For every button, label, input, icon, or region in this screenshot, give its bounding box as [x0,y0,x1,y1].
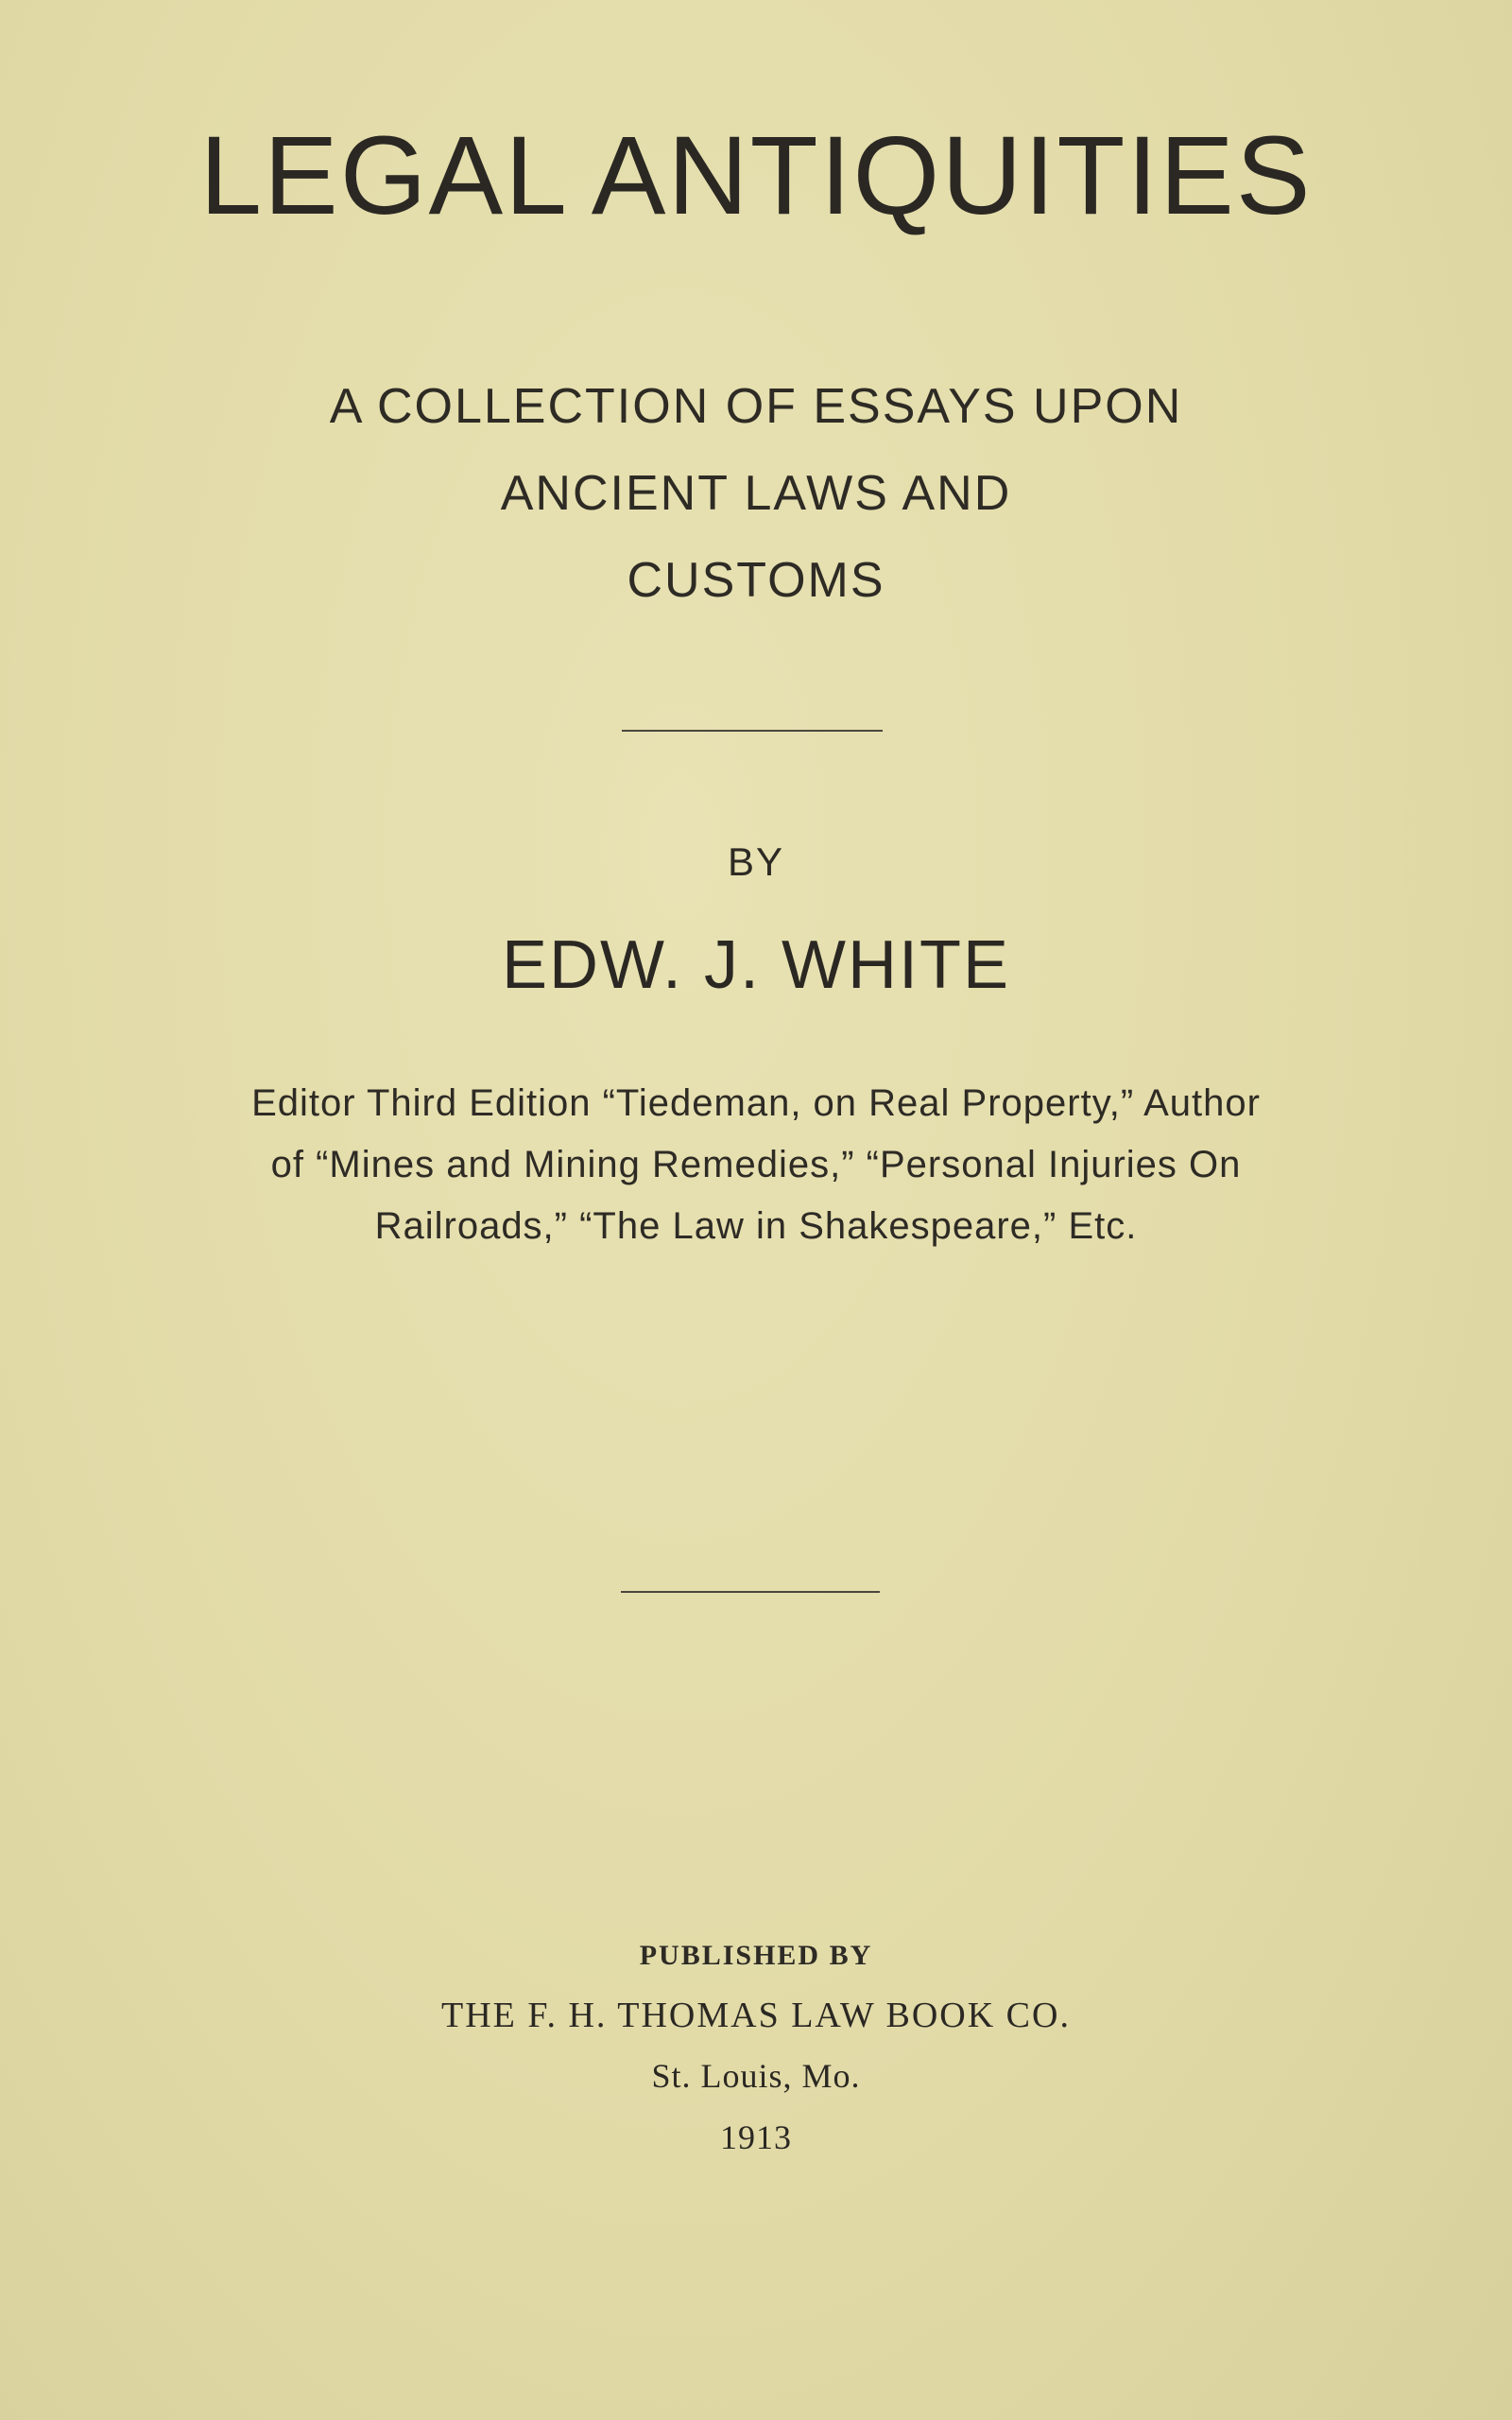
published-by-label: PUBLISHED BY [639,1940,873,1971]
subtitle-line-3: CUSTOMS [627,553,885,608]
author-name: EDW. J. WHITE [502,927,1010,1003]
publisher-city: St. Louis, Mo. [651,2057,861,2095]
by-label: BY [727,839,785,884]
subtitle-line-2: ANCIENT LAWS AND [500,466,1012,521]
author-credits-line-2: of “Mines and Mining Remedies,” “Personal Injuries On [270,1144,1242,1185]
book-title: LEGAL ANTIQUITIES [199,113,1313,238]
publication-year: 1913 [720,2118,792,2156]
divider-rule-top [622,730,883,732]
divider-rule-bottom [621,1591,880,1593]
publisher-name: THE F. H. THOMAS LAW BOOK CO. [441,1996,1071,2035]
subtitle-line-1: A COLLECTION OF ESSAYS UPON [329,379,1183,434]
author-credits-line-3: Railroads,” “The Law in Shakespeare,” Etc. [374,1205,1138,1247]
author-credits-line-1: Editor Third Edition “Tiedeman, on Real Property,” Author [251,1082,1261,1124]
